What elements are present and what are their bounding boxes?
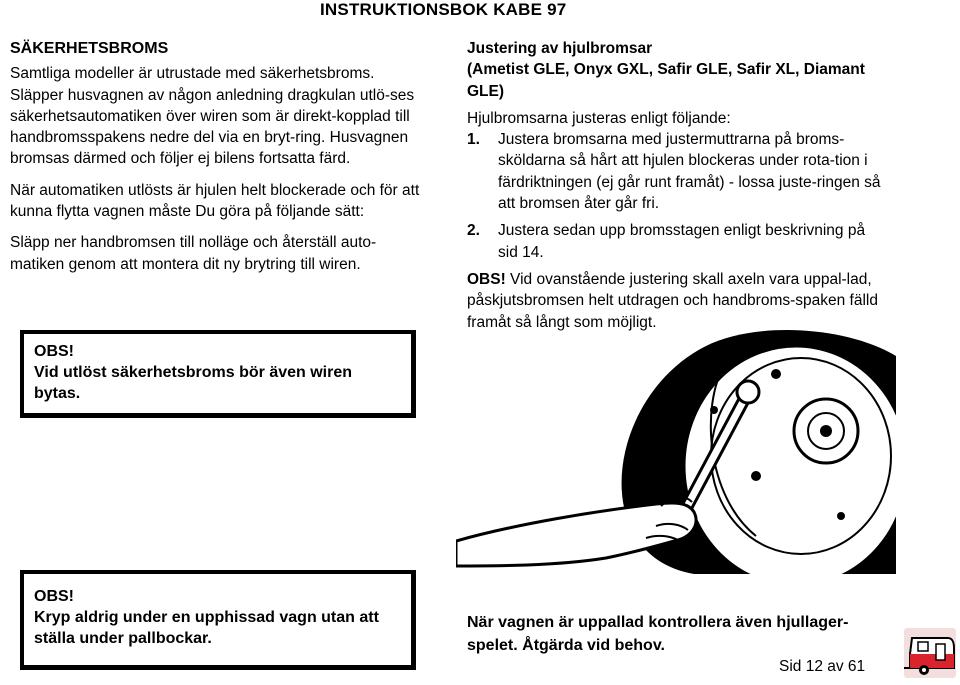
steps-intro: Hjulbromsarna justeras enligt följande: xyxy=(467,109,731,127)
document-title: INSTRUKTIONSBOK KABE 97 xyxy=(320,0,567,19)
wheel-wrench-drawing xyxy=(456,326,896,574)
paragraph-reset: Släpp ner handbromsen till nolläge och återställ auto-matiken genom att montera dit ny brytring till wiren. xyxy=(10,234,377,273)
step-number: 2. xyxy=(467,222,480,240)
note-text: Vid ovanstående justering skall axeln vara uppal-lad, påskjutsbromsen helt utdragen och handbroms-spaken fälld framåt så långt som möjligt. xyxy=(467,270,878,331)
warning-text: Kryp aldrig under en upphissad vagn utan att ställa under pallbockar. xyxy=(34,609,379,647)
warning-box-jack xyxy=(20,570,416,670)
brake-adjustment-illustration xyxy=(456,326,896,574)
right-column xyxy=(467,38,887,333)
section-heading-safety-brake: SÄKERHETSBROMS xyxy=(10,40,169,57)
caravan-icon xyxy=(902,624,958,680)
section-heading-wheel-brakes: Justering av hjulbromsar xyxy=(467,40,653,57)
paragraph-intro: Samtliga modeller är utrustade med säkerhetsbroms. Släpper husvagnen av någon anledning dragkulan utlö-ses säkerhetsautomatiken över wiren som är direkt-kopplad till handbromsspakens nedre del via en bryt-ring. Husvagnen bromsas därmed och följer ej bilens fortsatta färd. xyxy=(10,65,415,168)
warning-label: OBS! xyxy=(34,343,74,360)
warning-box-wire xyxy=(20,330,416,418)
step-item xyxy=(467,220,887,263)
note-paragraph xyxy=(467,269,887,333)
step-text: Justera bromsarna med justermuttrarna på broms-sköldarna så hårt att hjulen blockeras under rota-tion i färdriktningen (ej går runt framåt) - lossa juste-ringen så att bromsen åter går fri. xyxy=(498,131,881,213)
bearing-check-note: När vagnen är uppallad kontrollera även hjullager-spelet. Åtgärda vid behov. xyxy=(467,614,849,654)
warning-text: Vid utlöst säkerhetsbroms bör även wiren bytas. xyxy=(34,364,353,402)
model-list: (Ametist GLE, Onyx GXL, Safir GLE, Safir XL, Diamant GLE) xyxy=(467,61,865,100)
step-text: Justera sedan upp bromsstagen enligt beskrivning på sid 14. xyxy=(498,222,866,261)
step-item xyxy=(467,129,887,214)
caravan-logo xyxy=(902,624,958,680)
step-number: 1. xyxy=(467,131,480,149)
page-number: Sid 12 av 61 xyxy=(779,658,866,675)
paragraph-moving: När automatiken utlösts är hjulen helt blockerade och för att kunna flytta vagnen måste Du göra på följande sätt: xyxy=(10,181,420,221)
left-column xyxy=(10,38,422,285)
warning-label: OBS! xyxy=(34,588,74,605)
note-label: OBS! xyxy=(467,270,506,288)
